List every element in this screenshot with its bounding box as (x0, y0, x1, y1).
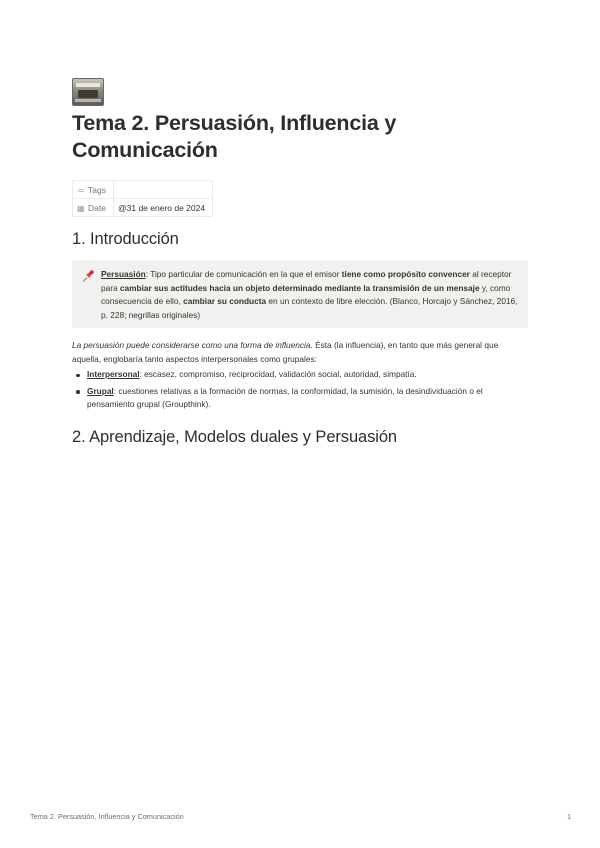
property-value-date[interactable]: @31 de enero de 2024 (114, 199, 213, 217)
callout-text: Persuasión: Tipo particular de comunicación en la que el emisor tiene como propósito convencer al receptor para cambiar sus actitudes hacia un objeto determinado mediante la transmisión de un mensaje y, como consecuencia de ello, cambiar su conducta en un contexto de libre elección. (Blanco, Horcajo y Sánchez, 2016, p. 228; negrillas originales) (101, 269, 518, 320)
bullet-dot-icon (76, 390, 80, 394)
callout-term: Persuasión (101, 269, 146, 279)
properties-table (72, 180, 213, 217)
callout-box (72, 260, 528, 328)
property-row-tags (73, 181, 213, 199)
property-name-tags: ≔ Tags (73, 181, 114, 199)
calendar-icon: ▦ (77, 203, 85, 213)
page-cover-icon (72, 78, 104, 106)
bullet-dot-icon (76, 374, 80, 378)
footer-page-number: 1 (567, 812, 572, 821)
property-value-tags[interactable] (114, 181, 213, 199)
list-item: Interpersonal: escasez, compromiso, reciprocidad, validación social, autoridad, simpatía. (72, 368, 528, 382)
heading-aprendizaje: 2. Aprendizaje, Modelos duales y Persuasión (72, 428, 397, 446)
bullet-list (72, 368, 528, 415)
influence-paragraph: La persuasión puede considerarse como una forma de influencia. Ésta (la influencia), en tanto que más general que aquella, englobaría tanto aspectos interpersonales como grupales: (72, 340, 499, 364)
list-icon: ≔ (77, 185, 85, 195)
property-row-date (73, 199, 213, 217)
property-name-date: ▦ Date (73, 199, 114, 217)
pushpin-icon (81, 269, 95, 283)
page-title: Tema 2. Persuasión, Influencia y Comunicación (72, 111, 397, 162)
heading-introduccion: 1. Introducción (72, 230, 179, 248)
footer-title: Tema 2. Persuasión, Influencia y Comunicación (30, 812, 184, 821)
list-item: Grupal: cuestiones relativas a la formación de normas, la conformidad, la sumisión, la desindividuación o el pensamiento grupal (Groupthink). (72, 385, 528, 412)
